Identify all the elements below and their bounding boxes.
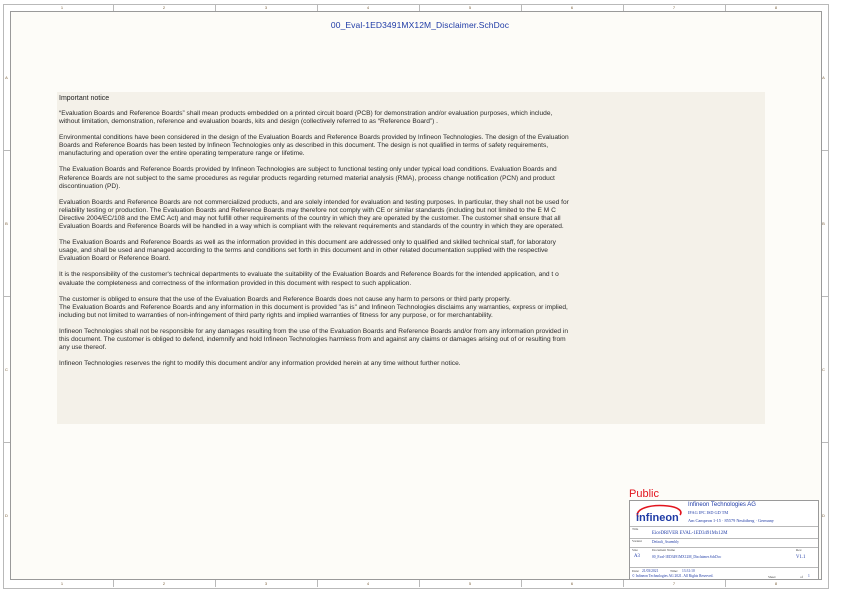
title-value: EiceDRIVER EVAL-1ED3491Mx12M [652, 531, 728, 536]
column-tick [623, 580, 624, 587]
notice-line: Evaluation Boards and Reference Boards are not commercialized products, and are solely intended for evaluation and testing purposes. In particular, they shall not be used for [59, 198, 569, 206]
zone-label-bottom-6: 6 [570, 581, 574, 586]
notice-paragraph-testing [59, 166, 763, 190]
notice-line: reliability testing or production. The Evaluation Boards and Reference Boards may therefore not comply with CE or similar standards (including but not limited to the E M C [59, 206, 556, 214]
zone-label-right-C: C [822, 367, 825, 372]
title-block-divider [630, 538, 818, 539]
row-tick [822, 442, 829, 443]
zone-label-right-D: D [822, 513, 825, 518]
notice-line: The Evaluation Boards and Reference Boards and any information in this document is provided "as is" and Infineon Technologies disclaims any warranties, express or implied, [59, 303, 568, 311]
title-label: Title [632, 527, 639, 531]
column-tick [725, 580, 726, 587]
title-block [629, 500, 819, 580]
company-address: Am Campeon 1-15 · 85579 Neubiberg · Germany [688, 518, 774, 523]
notice-line: Boards and Reference Boards has been tested by Infineon Technologies only as described in this document. The design is not qualified in terms of safety requirements, [59, 142, 549, 150]
column-tick [623, 4, 624, 11]
zone-label-top-5: 5 [468, 5, 472, 10]
notice-paragraph-modification [59, 360, 763, 368]
column-tick [521, 4, 522, 11]
department: IFAG IPC ISD GD TM [688, 510, 729, 515]
notice-paragraph-definition [59, 110, 763, 126]
zone-label-top-3: 3 [264, 5, 268, 10]
notice-line: Infineon Technologies shall not be responsible for any damages resulting from the use of the Evaluation Boards and Reference Boards and/or from any information provided in [59, 327, 568, 335]
sheet-label: Sheet [768, 575, 776, 579]
zone-label-bottom-5: 5 [468, 581, 472, 586]
notice-line: Infineon Technologies reserves the right to modify this document and/or any information provided herein at any time without further notice. [59, 360, 461, 368]
notice-line: “Evaluation Boards and Reference Boards” shall mean products embedded on a printed circuit board (PCB) for demonstration and/or evaluation purposes, which include, [59, 110, 553, 117]
notice-heading: Important notice [59, 95, 110, 102]
logo-wordmark: infineon [636, 512, 679, 524]
zone-label-top-6: 6 [570, 5, 574, 10]
time-value: 13:31:10 [682, 569, 695, 573]
notice-line: Evaluation Boards and Reference Boards will be handled in a way which is compliant with the relevant requirements and standards of the country in which they are operated. [59, 223, 564, 231]
notice-line: without limitation, demonstration, reference and evaluation boards, kits and design (collectively referred to as “Reference Board”) . [59, 118, 438, 126]
notice-line: manufacturing and operation over the entire operating temperature range or lifetime. [59, 150, 305, 158]
zone-label-bottom-8: 8 [774, 581, 778, 586]
size-value: A3 [634, 554, 640, 559]
title-block-divider [630, 526, 818, 527]
sheet-total: 1 [808, 574, 810, 578]
zone-label-right-B: B [822, 221, 825, 226]
zone-label-right-A: A [822, 75, 825, 80]
zone-label-bottom-3: 3 [264, 581, 268, 586]
revision-value: V1.1 [796, 555, 806, 560]
column-tick [113, 580, 114, 587]
classification-label: Public [629, 488, 659, 500]
column-tick [419, 580, 420, 587]
row-tick [3, 442, 10, 443]
notice-paragraph-liability [59, 328, 763, 352]
zone-label-left-B: B [5, 221, 8, 226]
notice-paragraph-environmental [59, 134, 763, 158]
important-notice-panel [57, 92, 765, 424]
zone-label-bottom-4: 4 [366, 581, 370, 586]
notice-paragraph-commercial [59, 199, 763, 231]
zone-label-left-D: D [5, 513, 8, 518]
notice-line: Evaluation Board or Reference Board. [59, 255, 171, 263]
date-value: 21/03/2021 [642, 569, 659, 573]
zone-label-top-1: 1 [60, 5, 64, 10]
zone-label-bottom-1: 1 [60, 581, 64, 586]
notice-paragraph-warranty [59, 296, 763, 320]
notice-line: The Evaluation Boards and Reference Boards provided by Infineon Technologies are subject to functional testing only under typical load conditions. Evaluation Boards and [59, 166, 557, 174]
column-tick [215, 580, 216, 587]
notice-line: any use thereof. [59, 344, 107, 352]
column-tick [419, 4, 420, 11]
document-name-label: Document Name [652, 548, 676, 552]
notice-line: this document. The customer is obliged to defend, indemnify and hold Infineon Technologies harmless from and against any claims or damages arising out of or resulting from [59, 335, 566, 343]
row-tick [822, 150, 829, 151]
copyright-notice: © Infineon Technologies AG 2021. All Rights Reserved. [632, 574, 714, 578]
column-tick [725, 4, 726, 11]
notice-line: The Evaluation Boards and Reference Boards as well as the information provided in this document are addressed only to qualified and skilled technical staff, for laboratory [59, 239, 556, 247]
row-tick [3, 150, 10, 151]
document-name-value: 00_Eval-1ED3491MX12M_Disclaimer.SchDoc [652, 555, 722, 559]
notice-line: The customer is obliged to ensure that the use of the Evaluation Boards and Reference Boards does not cause any harm to persons or third party property. [59, 295, 511, 303]
notice-line: Environmental conditions have been considered in the design of the Evaluation Boards and Reference Boards provided by Infineon Technologies. The design of the Evaluation [59, 134, 569, 142]
revision-label: Rev. [796, 548, 803, 552]
zone-label-top-7: 7 [672, 5, 676, 10]
notice-line: evaluate the completeness and correctness of the information provided in this document with respect to such application. [59, 279, 412, 287]
zone-label-top-8: 8 [774, 5, 778, 10]
time-label: Time: [670, 569, 678, 573]
zone-label-left-A: A [5, 75, 8, 80]
row-tick [3, 296, 10, 297]
column-tick [113, 4, 114, 11]
variant-label: Variant [632, 539, 642, 543]
variant-value: Default_Assembly [652, 540, 679, 544]
zone-label-top-4: 4 [366, 5, 370, 10]
notice-paragraph-audience [59, 239, 763, 263]
sheet-of-label: of [800, 575, 803, 579]
infineon-logo-icon [632, 503, 684, 525]
row-tick [822, 296, 829, 297]
size-label: Size [632, 548, 638, 552]
zone-label-bottom-7: 7 [672, 581, 676, 586]
zone-label-left-C: C [5, 367, 8, 372]
notice-line: Directive 2004/EC/108 and the EMC Act) and may not fulfill other requirements of the country in which they are operated by the customer. The customer shall ensure that all [59, 214, 561, 222]
column-tick [317, 580, 318, 587]
column-tick [215, 4, 216, 11]
notice-line: discontinuation (PD). [59, 182, 121, 190]
column-tick [521, 580, 522, 587]
notice-line: Reference Boards are not subject to the same procedures as regular products regarding returned material analysis (RMA), process change notification (PCN) and product [59, 174, 555, 182]
date-label: Date: [632, 569, 640, 573]
column-tick [317, 4, 318, 11]
notice-line: usage, and shall be used and managed according to the terms and conditions set forth in this document and in other related documentation supplied with the respective [59, 247, 548, 255]
zone-label-bottom-2: 2 [162, 581, 166, 586]
notice-line: It is the responsibility of the customer's technical departments to evaluate the suitability of the Evaluation Boards and Reference Boards for the intended application, and t o [59, 271, 559, 279]
notice-line: including but not limited to warranties of non-infringement of third party rights and implied warranties of fitness for any purpose, or for merchantability. [59, 311, 493, 319]
notice-paragraph-responsibility [59, 271, 763, 287]
zone-label-top-2: 2 [162, 5, 166, 10]
document-title: 00_Eval-1ED3491MX12M_Disclaimer.SchDoc [330, 20, 510, 30]
company-name: Infineon Technologies AG [688, 502, 756, 508]
title-block-divider [630, 567, 818, 568]
